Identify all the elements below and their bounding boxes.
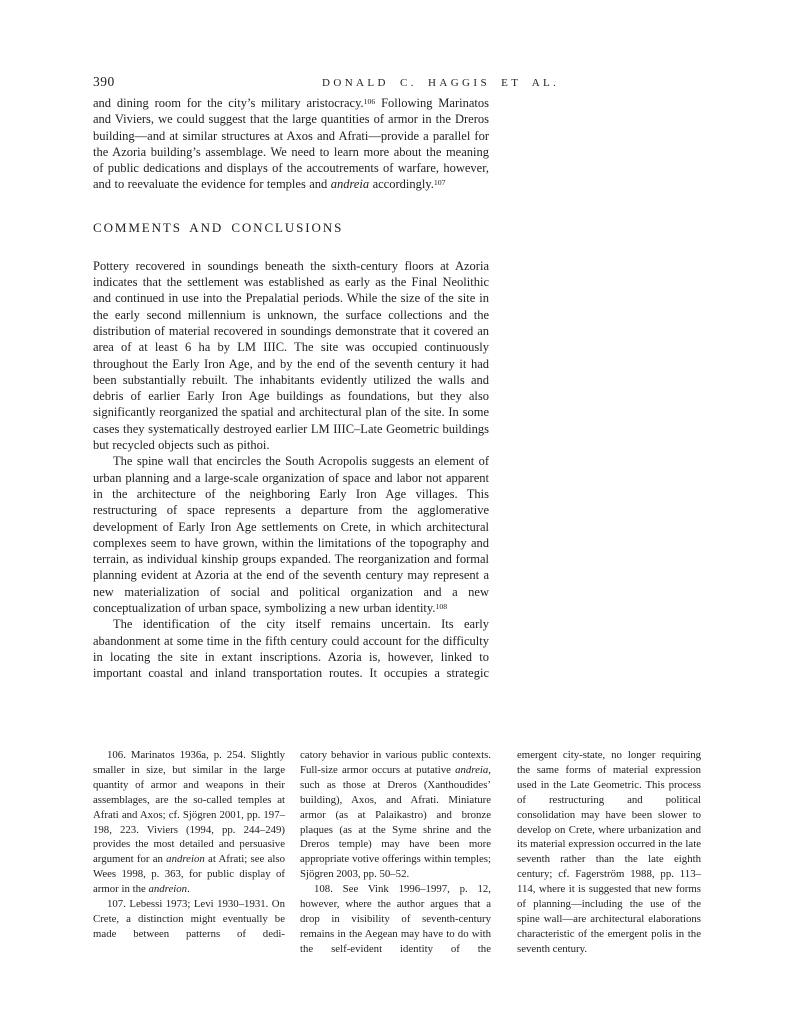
running-head: DONALD C. HAGGIS ET AL. [322, 77, 560, 89]
footnote-column-3 [517, 748, 701, 957]
footnote-reference: 107 [433, 178, 446, 187]
text-run: Pottery recovered in soundings beneath the sixth-century floors at Azoria indicates that the settlement was established as early as the Final Neolithic and continued in use into the Prepalatial periods. While the size of the site in the early second millennium is unknown, the surface collections and the distribution of material recovered in soundings demonstrate that it covered an area of at least 6 ha by LM IIIC. The site was occupied continuously throughout the Early Iron Age, and by the end of the seventh century it had been substantially rebuilt. The inhabitants evidently utilized the walls and debris of earlier Early Iron Age buildings as foundations, but they also significantly reorganized the spatial and architectural plan of the site. In some cases they systematically destroyed earlier LM IIIC–Late Geometric buildings but recycled objects such as pithoi. [93, 258, 489, 453]
text-run: and dining room for the city’s military aristocracy. [93, 96, 364, 110]
text-run: at Afrati; see also Wees 1998, p. 363, for public display of armor in the [93, 853, 285, 896]
italic-term: andreia [330, 177, 370, 192]
body-paragraph-3 [93, 453, 489, 616]
text-run: Following Marinatos and Viviers, we could suggest that the large quantities of armor in the Dreros building—and at similar structures at Axos and Afrati—provide a parallel for the Azoria building’s assemblage. We need to learn more about the meaning of public dedications and displays of the accoutrements of warfare, however, and to reevaluate the evidence for temples and [93, 96, 489, 192]
text-run: . [187, 883, 190, 896]
main-text-block [93, 95, 489, 682]
italic-term: andreion [148, 883, 188, 896]
footnote-column-2 [300, 748, 491, 957]
footnote-reference: 106 [363, 96, 376, 106]
text-run: 108. See Vink 1996–1997, p. 12, however, where the author argues that a drop in visibility of seventh-century remains in the Aegean may have to do with the self-evident identity of the [300, 883, 491, 955]
footnote-paragraph [300, 748, 491, 882]
page-number: 390 [93, 74, 115, 89]
footnote-paragraph [517, 748, 701, 957]
footnote-column-1 [93, 748, 285, 942]
text-run: The identification of the city itself remains uncertain. Its early abandonment at some time in the fifth century could account for the difficulty in locating the site in extant inscriptions. Azoria is, however, linked to important coastal and inland transportation routes. It occupies a strategic [93, 617, 489, 681]
text-run: , such as those at Dreros (Xanthoudides’ building), Axos, and Afrati. Miniature armor (as at Palaikastro) and bronze plaques (as at the Syme shrine and the Dreros temple) may have been more appropriate votive offerings within temples; Sjögren 2003, pp. 50–52. [300, 763, 491, 881]
footnote-reference: 108 [435, 601, 448, 611]
text-run: 106. Marinatos 1936a, p. 254. Slightly smaller in size, but similar in the large quantity of armor and weapons in their assemblages, are the so-called temples at Afrati and Axos; cf. Sjögren 2001, pp. 197–198, 223. Viviers (1994, pp. 244–249) provides the most detailed and persuasive argument for an [93, 749, 285, 866]
italic-term: andreia [455, 763, 489, 776]
italic-term: andreion [166, 853, 205, 866]
text-run: 107. Lebessi 1973; Levi 1930–1931. On Crete, a distinction might eventually be made between patterns of dedi- [93, 898, 285, 940]
section-heading: COMMENTS AND CONCLUSIONS [93, 219, 344, 235]
footnote-paragraph [300, 882, 491, 957]
text-run: emergent city-state, no longer requiring the same forms of material expression used in the Late Geometric. This process of restructuring and political consolidation may have been slower to develop on Crete, where urbanization and its material expression occurred in the late seventh rather than the late eighth century; cf. Fagerström 1988, pp. 113–114, where it is suggested that new forms of planning—including the use of the spine wall—are architectural elaborations characteristic of the emergent polis in the seventh century. [517, 749, 701, 955]
text-run: accordingly. [369, 177, 434, 192]
footnote-paragraph [93, 897, 285, 942]
footnote-paragraph [93, 748, 285, 897]
body-paragraph-2 [93, 258, 489, 454]
body-paragraph-4 [93, 616, 489, 681]
body-paragraph-1 [93, 95, 489, 193]
text-run: catory behavior in various public contexts. Full-size armor occurs at putative [300, 749, 491, 776]
text-run: The spine wall that encircles the South Acropolis suggests an element of urban planning and a large-scale organization of space and labor not apparent in the architecture of the neighboring Early Iron Age villages. This restructuring of space represents a departure from the agglomerative development of Early Iron Age settlements on Crete, in which architectural complexes seem to have grown, within the limitations of the topography and terrain, as individual kinship groups expanded. The reorganization and formal planning evident at Azoria at the end of the seventh century may represent a new materialization of social and political organization and a new conceptualization of urban space, symbolizing a new urban identity. [93, 454, 489, 616]
